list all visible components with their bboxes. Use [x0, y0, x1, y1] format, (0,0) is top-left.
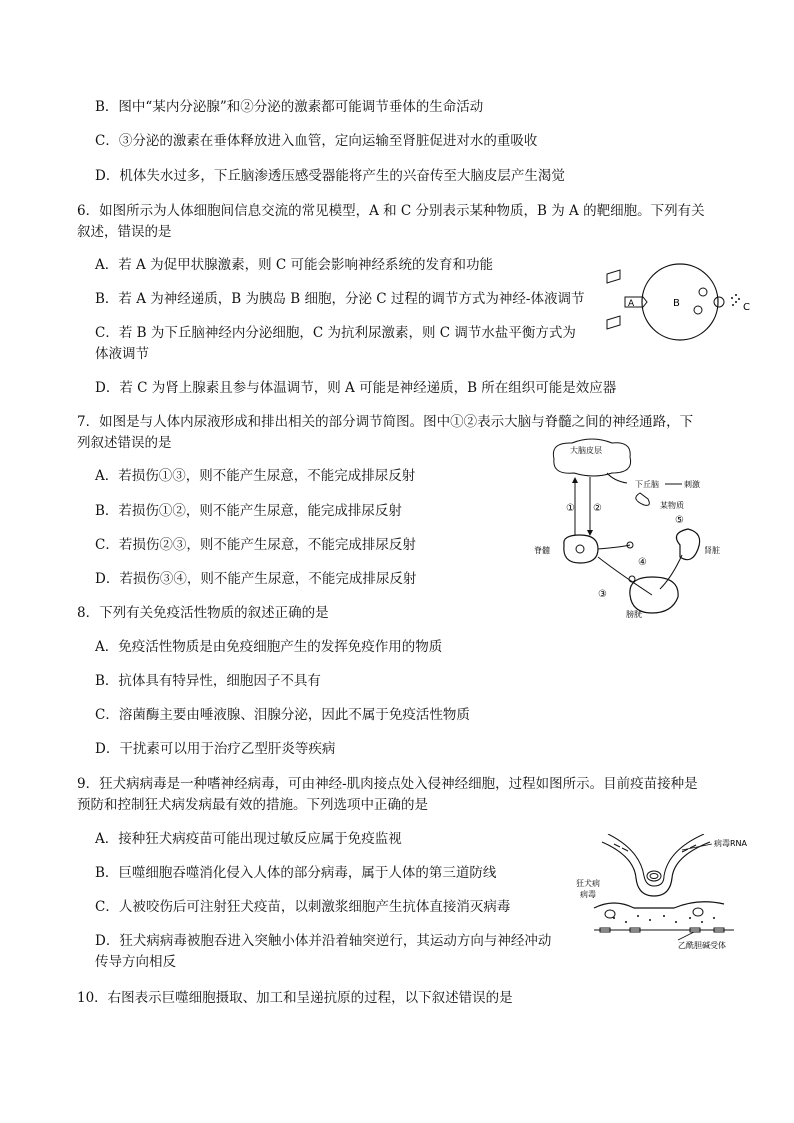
- spinal-cord-shape: [564, 535, 598, 563]
- q6-option-b: B．若 A 为神经递质，B 为胰岛 B 细胞，分泌 C 过程的调节方式为神经-体液调节: [95, 291, 585, 307]
- q6-stem-line1: 6．如图所示为人体细胞间信息交流的常见模型，A 和 C 分别表示某种物质，B 为 A 的靶细胞。下列有关: [77, 203, 705, 219]
- q9-option-b: B．巨噬细胞吞噬消化侵入人体的部分病毒，属于人体的第三道防线: [95, 865, 497, 881]
- q7-option-d: D．若损伤③④，则不能产生尿意，不能完成排尿反射: [95, 571, 417, 587]
- q9-option-a: A．接种狂犬病疫苗可能出现过敏反应属于免疫监视: [95, 831, 402, 847]
- virus-rna-label: 病毒RNA: [714, 839, 748, 848]
- q7-option-b: B．若损伤①②，则不能产生尿意，能完成排尿反射: [95, 503, 402, 519]
- q6-option-a: A．若 A 为促甲状腺激素，则 C 可能会影响神经系统的发育和功能: [95, 257, 493, 273]
- pathway-4-label: ④: [638, 557, 647, 568]
- virus-label-line1: 狂犬病: [576, 879, 600, 888]
- q8-option-b: B．抗体具有特异性，细胞因子不具有: [95, 673, 321, 689]
- q7-option-c: C．若损伤②③，则不能产生尿意，不能完成排尿反射: [95, 537, 416, 553]
- signal-molecule-icon: [607, 316, 620, 329]
- virus-particle-icon: [693, 908, 703, 916]
- q9-option-c: C．人被咬伤后可注射狂犬疫苗，以刺激浆细胞产生抗体直接消灭病毒: [95, 899, 511, 915]
- bladder-label: 膀胱: [626, 610, 642, 619]
- substance-a-label: A: [628, 299, 635, 309]
- cell-b-label: B: [673, 298, 680, 309]
- receptor-label: 乙酰胆碱受体: [678, 941, 726, 950]
- q8-option-a: A．免疫活性物质是由免疫细胞产生的发挥免疫作用的物质: [95, 639, 443, 655]
- q8-stem: 8．下列有关免疫活性物质的叙述正确的是: [77, 605, 329, 621]
- q10-stem: 10．右图表示巨噬细胞摄取、加工和呈递抗原的过程，以下叙述错误的是: [77, 990, 513, 1006]
- q5-option-d: D．机体失水过多，下丘脑渗透压感受器能将产生的兴奋传至大脑皮层产生渴觉: [95, 168, 565, 184]
- q7-urination-diagram: [532, 437, 732, 619]
- kidney-shape: [676, 529, 699, 560]
- pathway-5-label: ⑤: [675, 515, 684, 526]
- signal-molecule-icon: [607, 270, 620, 283]
- q9-synapse-diagram: [574, 834, 764, 952]
- pathway-2-label: ②: [593, 503, 602, 514]
- q9-option-d-line1: D．狂犬病病毒被胞吞进入突触小体并沿着轴突逆行，其运动方向与神经冲动: [95, 933, 552, 949]
- axon-shape: [602, 842, 710, 896]
- kidney-label: 肾脏: [704, 546, 720, 555]
- q9-stem-line2: 预防和控制狂犬病发病最有效的措施。下列选项中正确的是: [77, 797, 428, 813]
- q8-option-c: C．溶菌酶主要由唾液腺、泪腺分泌，因此不属于免疫活性物质: [95, 707, 470, 723]
- q7-stem-line1: 7．如图是与人体内尿液形成和排出相关的部分调节简图。图中①②表示大脑与脊髓之间的神经通路，下: [77, 414, 694, 430]
- substance-c-label: C: [743, 302, 750, 313]
- q9-stem-line1: 9．狂犬病病毒是一种嗜神经病毒，可由神经-肌肉接点处入侵神经细胞，过程如图所示。目前疫苗接种是: [77, 776, 698, 792]
- pathway-1-label: ①: [566, 503, 575, 514]
- pathway-3-label: ③: [598, 589, 607, 600]
- receptor-icon: [625, 297, 647, 309]
- q7-stem-line2: 列叙述错误的是: [77, 435, 172, 451]
- hypothalamus-label: 下丘脑: [635, 480, 659, 489]
- q5-option-b: B．图中“某内分泌腺”和②分泌的激素都可能调节垂体的生命活动: [95, 99, 484, 115]
- q6-stem-line2: 叙述，错误的是: [77, 224, 172, 240]
- q6-option-d: D．若 C 为肾上腺素且参与体温调节，则 A 可能是神经递质，B 所在组织可能是效应器: [95, 380, 617, 396]
- q6-cell-diagram: [595, 262, 765, 342]
- substance-label: 某物质: [660, 501, 684, 510]
- q8-option-d: D．干扰素可以用于治疗乙型肝炎等疾病: [95, 741, 336, 757]
- secreted-particles-icon: [731, 294, 740, 306]
- virus-particle-icon: [647, 871, 661, 881]
- q9-option-d-line2: 传导方向相反: [95, 954, 176, 970]
- muscle-membrane-shape: [594, 902, 724, 908]
- virus-particle-icon: [605, 910, 615, 918]
- bladder-shape: [630, 577, 678, 613]
- spine-label: 脊髓: [534, 546, 550, 555]
- stimulus-label: 刺激: [684, 480, 700, 489]
- q7-option-a: A．若损伤①③，则不能产生尿意，不能完成排尿反射: [95, 468, 416, 484]
- virus-label-line2: 病毒: [580, 890, 596, 899]
- q6-option-c-line2: 体液调节: [95, 346, 149, 362]
- q6-option-c-line1: C．若 B 为下丘脑神经内分泌细胞，C 为抗利尿激素，则 C 调节水盐平衡方式为: [95, 325, 576, 341]
- q5-option-c: C．③分泌的激素在垂体释放进入血管，定向运输至肾脏促进对水的重吸收: [95, 133, 538, 149]
- brain-cortex-shape: [553, 439, 630, 476]
- cortex-label: 大脑皮层: [570, 446, 602, 455]
